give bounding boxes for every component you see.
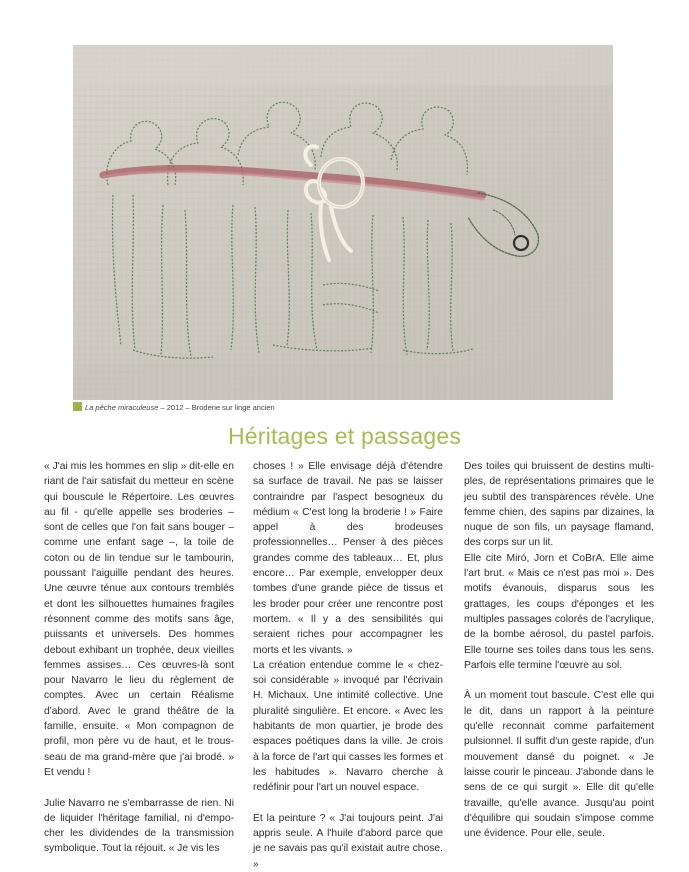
text-column-1: [44, 459, 234, 857]
embroidery-illustration: [73, 45, 613, 400]
section-heading: Héritages et passages: [227, 423, 462, 449]
paragraph: La création entendue comme le « chez-soi considérable » invoqué par l'écrivain H. Michaux. Une intimité collective. Une pluralité singulière. Et encore. « Avec les habitants de mon quartier, je brode des espaces poétiques dans la ville. Je crois à la force de l'art qui casses les formes et les habitudes ». Navarro cherche à redéfinir pour l'art un nouvel espace.: [253, 659, 443, 794]
text-column-2: [253, 459, 443, 872]
text-column-3: [464, 459, 654, 841]
caption-details: – 2012 – Broderie sur linge ancien: [158, 403, 275, 412]
paragraph: Elle cite Miró, Jorn et CoBrA. Elle aime l'art brut. « Mais ce n'est pas moi ». Des motifs évanouis, disparus sous les grattages, les coups d'éponges et les multiples passages colorés de l'acrylique, de la bombe aérosol, du pastel parfois. Elle tourne ses toiles dans tous les sens. Parfois elle termine l'œuvre au sol.: [464, 552, 654, 671]
paragraph: À un moment tout bascule. C'est elle qui le dit, dans un rapport à la peinture qu'elle reconnait comme parfaitement pulsionnel. Il suffit d'un geste rapide, d'un mouvement dansé du poignet. « Je laisse courir le pinceau. J'abonde dans le sens de ce qui surgit ». Elle dit qu'elle travaille, qu'elle avance. Jusqu'au point d'équilibre qui soudain s'impose comme une évidence. Pour elle, seule.: [464, 690, 654, 840]
paragraph: Des toiles qui bruissent de destins multiples, de représentations primaires que le jeu subtil des transparences révèle. Une femme chien, des sapins par dizaines, la nuque de son fils, un paysage flamand, des corps sur un lit.: [464, 461, 654, 549]
paragraph: « J'ai mis les hommes en slip » dit-elle en riant de l'air satisfait du metteur en scène qui bouscule le Répertoire. Les œuvres au fil - qu'elle appelle ses broderies – sont de celles que l'on fait sans bouger – comme une enfant sage –, la toile de coton ou de lin tendue sur le tambourin, poussant l'aiguille pendant des heures. Une œuvre ténue aux contours tremblés et dont les silhouettes humaines fragiles résonnent comme des motifs sans âge, puissants et universels. Des hommes debout exhibant un trophée, deux vieilles femmes assises… Ces œuvres-là sont pour Navarro le lieu du règlement de comptes. Avec un certain Réalisme d'abord. Avec le grand théâtre de la famille, ensuite. « Mon compagnon de profil, mon père vu de haut, et le trousseau de ma grand-mère que j'ai brodé. » Et vendu !: [44, 461, 234, 778]
paragraph: Julie Navarro ne s'embarrasse de rien. Ni de liquider l'héritage familial, ni d'empocher les dividendes de la transmission symbolique. Tout la réjouit. « Je vis les: [44, 797, 234, 855]
paragraph: Et la peinture ? « J'ai toujours peint. J'ai appris seule. A l'huile d'abord parce que je ne savais pas qu'il existait autre chose. »: [253, 812, 443, 870]
caption-artwork-title: La pêche miraculeuse: [85, 403, 159, 412]
embroidery-photo: [73, 45, 613, 400]
paragraph: choses ! » Elle envisage déjà d'étendre sa surface de travail. Ne pas se laisser contraindre par l'aspect besogneux du médium « C'est long la broderie ! » Faire appel à des brodeuses professionnelles… Penser à des pièces grandes comme des tableaux… Et, plus encore… Par exemple, envelopper deux tombes d'une grande pièce de tissus et les broder pour créer une rencontre post mortem. « Il y a des sensibilités qui seraient riches pour accompagner les morts et les vivants. »: [253, 461, 443, 656]
caption-color-swatch: [73, 402, 82, 411]
photo-caption: [73, 402, 275, 414]
